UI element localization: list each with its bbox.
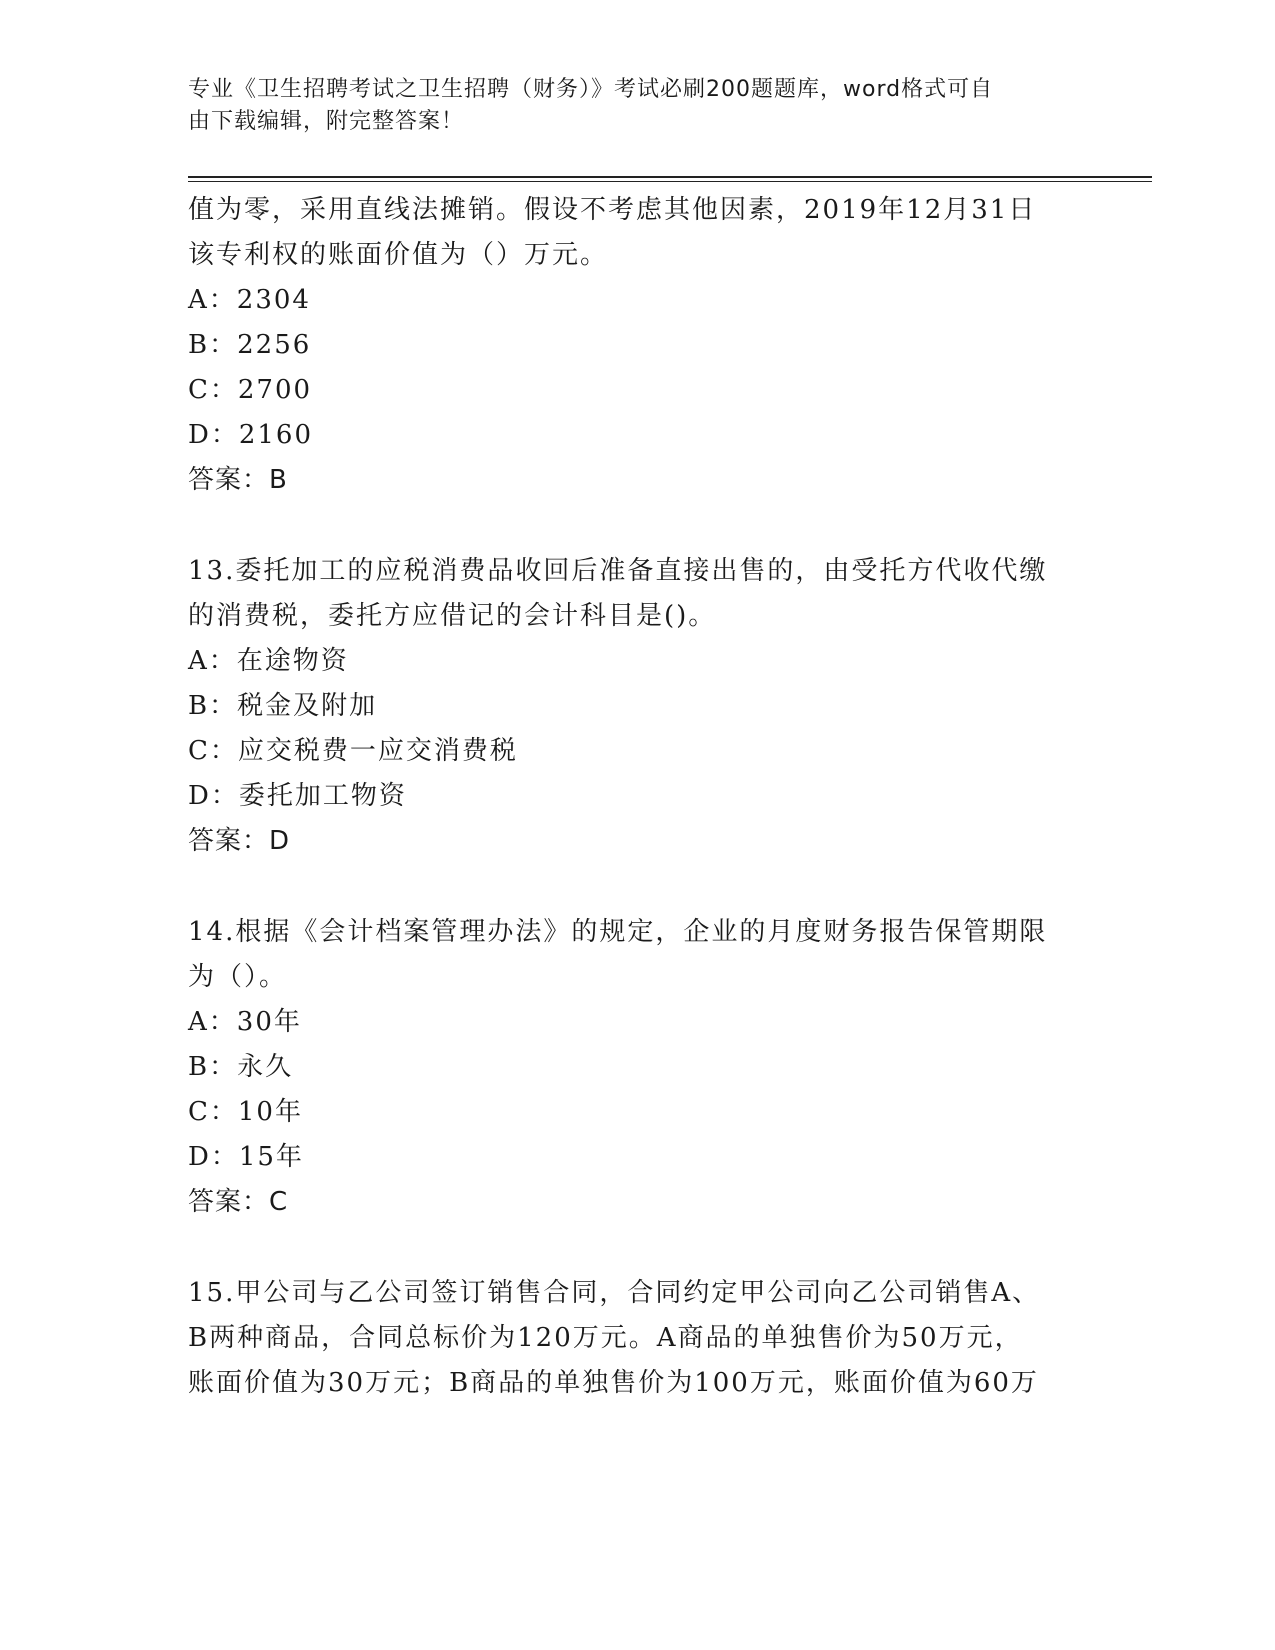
question-13	[188, 549, 1088, 864]
question-stem-line: 13.委托加工的应税消费品收回后准备直接出售的，由受托方代收代缴	[188, 556, 1048, 586]
header-rule-thick	[188, 176, 1152, 178]
option-b: B：永久	[188, 1052, 294, 1082]
question-stem-line: 该专利权的账面价值为（）万元。	[188, 240, 609, 270]
header-rule-thin	[188, 181, 1152, 182]
option-a: A：2304	[188, 285, 311, 315]
question-12	[188, 188, 1088, 503]
option-b: B：2256	[188, 330, 312, 360]
question-stem-line: 14.根据《会计档案管理办法》的规定，企业的月度财务报告保管期限	[188, 917, 1048, 947]
question-stem-line: 的消费税，委托方应借记的会计科目是()。	[188, 601, 717, 631]
answer-line: 答案：C	[188, 1187, 289, 1217]
question-stem-line: 为（）。	[188, 962, 288, 992]
option-c: C：2700	[188, 375, 313, 405]
option-c: C：应交税费一应交消费税	[188, 736, 518, 766]
question-spacer	[188, 864, 1088, 910]
question-stem-line: 值为零，采用直线法摊销。假设不考虑其他因素，2019年12月31日	[188, 195, 1037, 225]
question-stem-line: 账面价值为30万元；B商品的单独售价为100万元，账面价值为60万	[188, 1368, 1039, 1398]
header-line-2: 由下载编辑，附完整答案！	[188, 109, 465, 134]
document-header	[188, 74, 1068, 138]
question-15	[188, 1271, 1088, 1406]
header-line-1: 专业《卫生招聘考试之卫生招聘（财务）》考试必刷200题题库，word格式可自	[188, 77, 994, 102]
answer-line: 答案：B	[188, 465, 288, 495]
question-spacer	[188, 503, 1088, 549]
option-b: B：税金及附加	[188, 691, 378, 721]
answer-line: 答案：D	[188, 826, 291, 856]
question-stem-line: B两种商品，合同总标价为120万元。A商品的单独售价为50万元，	[188, 1323, 1023, 1353]
option-d: D：委托加工物资	[188, 781, 407, 811]
question-spacer	[188, 1225, 1088, 1271]
question-list	[188, 188, 1088, 1406]
option-a: A：在途物资	[188, 646, 349, 676]
option-a: A：30年	[188, 1007, 302, 1037]
option-d: D：15年	[188, 1142, 304, 1172]
option-d: D：2160	[188, 420, 314, 450]
option-c: C：10年	[188, 1097, 303, 1127]
question-14	[188, 910, 1088, 1225]
question-stem-line: 15.甲公司与乙公司签订销售合同，合同约定甲公司向乙公司销售A、	[188, 1278, 1041, 1308]
